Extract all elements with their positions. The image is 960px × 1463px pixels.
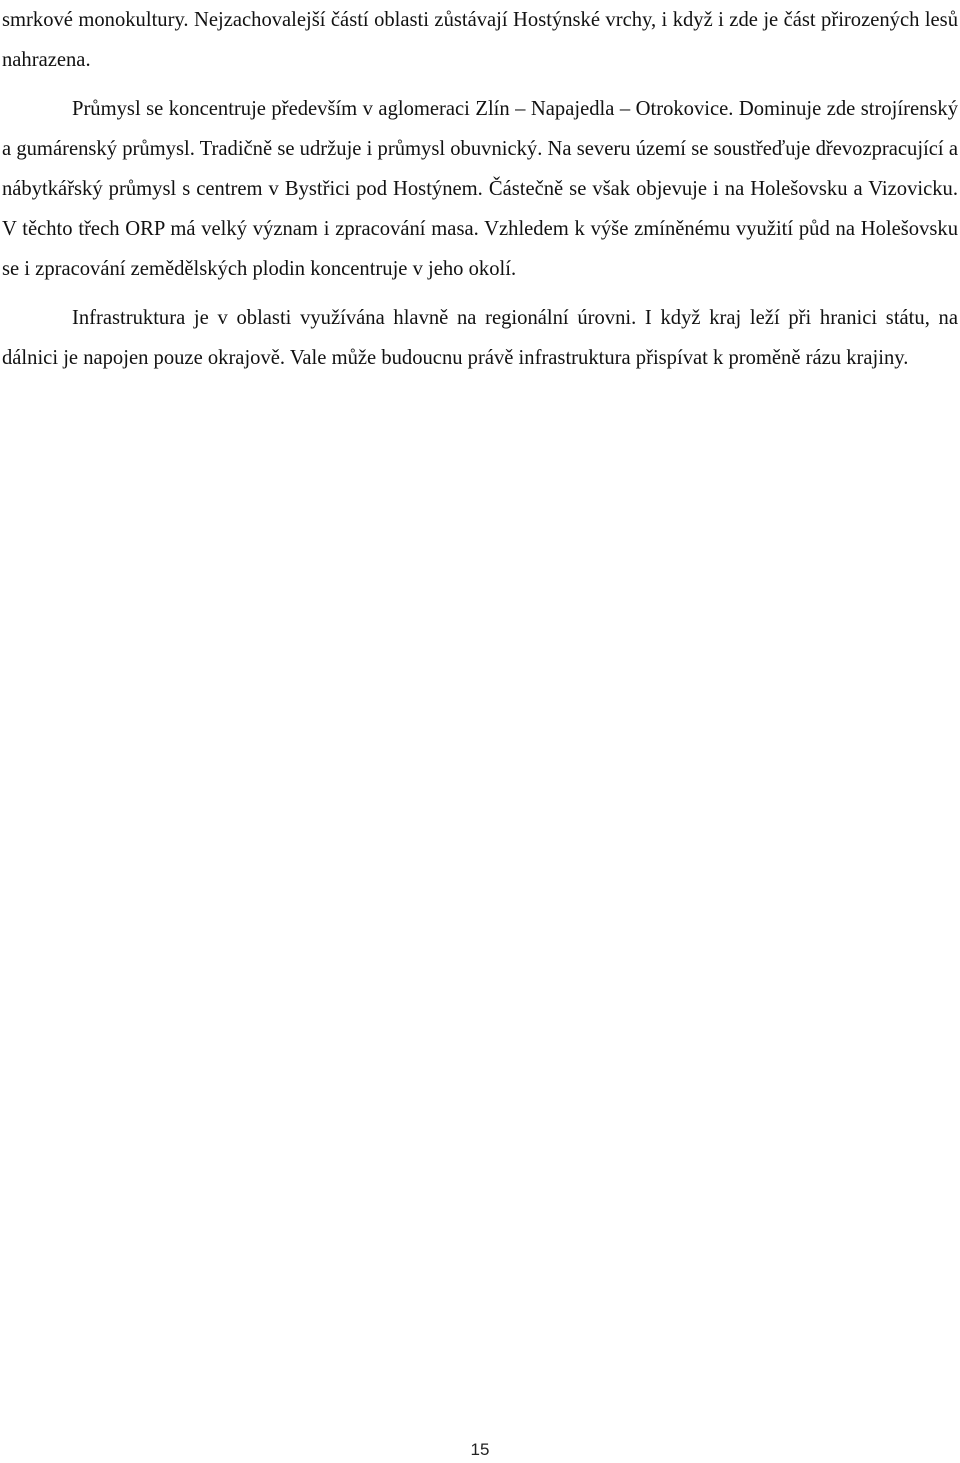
paragraph-infrastructure: Infrastruktura je v oblasti využívána hlavně na regionální úrovni. I když kraj leží při hranici státu, na dálnici je napojen pouze okrajově. Vale může budoucnu právě infrastruktura přispívat k proměně rázu krajiny. [2,307,958,369]
page-number: 15 [470,1440,490,1459]
paragraph-continuation: smrkové monokultury. Nejzachovalejší částí oblasti zůstávají Hostýnské vrchy, i když i zde je část přirozených lesů nahrazena. [2,9,958,71]
paragraph-industry: Průmysl se koncentruje především v aglomeraci Zlín – Napajedla – Otrokovice. Dominuje zde strojírenský a gumárenský průmysl. Tradičně se udržuje i průmysl obuvnický. Na severu území se soustřeďuje dřevozpracující a nábytkářský průmysl s centrem v Bystřici pod Hostýnem. Částečně se však objevuje i na Holešovsku a Vizovicku. V těchto třech ORP má velký význam i zpracování masa. Vzhledem k výše zmíněnému využití půd na Holešovsku se i zpracování zemědělských plodin koncentruje v jeho okolí. [2,98,958,280]
body-text [2,0,958,387]
